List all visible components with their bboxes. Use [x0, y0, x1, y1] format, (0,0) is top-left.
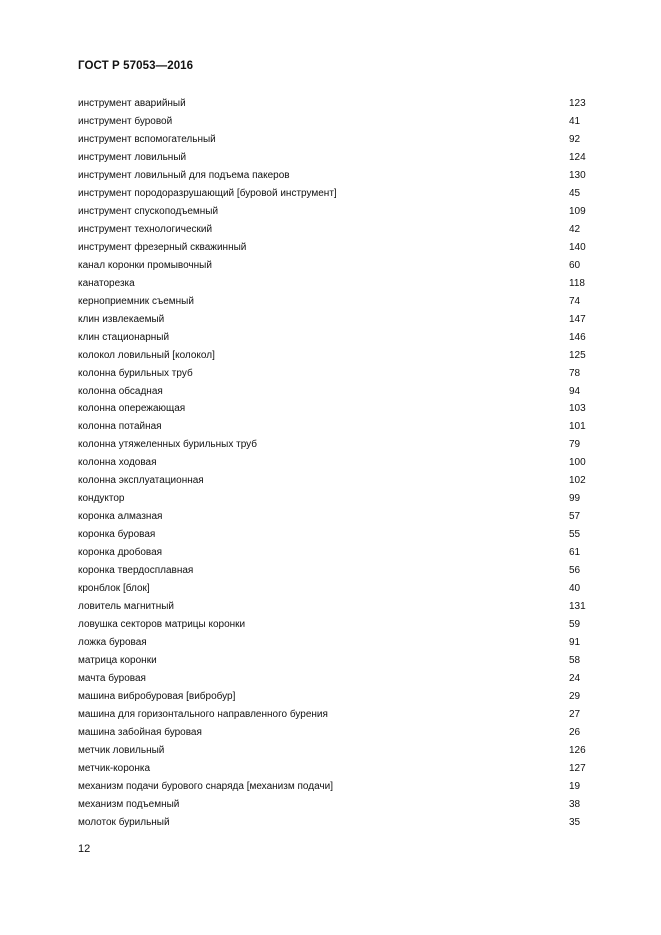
index-page-ref: 56 [569, 565, 581, 577]
index-entry [78, 598, 598, 616]
index-entry [78, 239, 598, 257]
index-term: колонна ходовая [78, 457, 157, 469]
index-entry [78, 778, 598, 796]
index-term: метчик-коронка [78, 762, 151, 774]
index-page-ref: 57 [569, 511, 581, 523]
index-term: машина для горизонтального направленного бурения [78, 708, 328, 720]
index-page-ref: 125 [569, 349, 586, 361]
index-page-ref: 42 [569, 223, 581, 235]
index-entry [78, 454, 598, 472]
index-page-ref: 79 [569, 439, 581, 451]
index-term: ловушка секторов матрицы коронки [78, 619, 246, 631]
index-page-ref: 103 [569, 403, 586, 415]
index-entry [78, 400, 598, 418]
index-entry [78, 580, 598, 598]
index-page-ref: 35 [569, 816, 581, 828]
index-entry [78, 185, 598, 203]
index-term: инструмент породоразрушающий [буровой инструмент] [78, 187, 337, 199]
index-page-ref: 38 [569, 798, 581, 810]
index-page-ref: 126 [569, 744, 586, 756]
index-term: инструмент буровой [78, 115, 173, 127]
page-number: 12 [78, 843, 91, 855]
index-term: машина вибробуровая [вибробур] [78, 690, 236, 702]
index-entry [78, 814, 598, 832]
index-term: матрица коронки [78, 655, 157, 667]
index-term: мачта буровая [78, 673, 146, 684]
index-page-ref: 102 [569, 475, 586, 487]
index-term: инструмент вспомогательный [78, 133, 216, 145]
index-page-ref: 24 [569, 673, 581, 684]
index-entry [78, 329, 598, 347]
index-page-ref: 61 [569, 547, 581, 559]
index-term: колонна эксплуатационная [78, 475, 204, 487]
index-page-ref: 101 [569, 421, 586, 433]
alphabetical-index [78, 95, 598, 832]
document-header: ГОСТ Р 57053—2016 [78, 60, 194, 72]
index-term: ложка буровая [78, 637, 147, 649]
index-entry [78, 490, 598, 508]
index-term: молоток бурильный [78, 816, 170, 828]
index-page-ref: 130 [569, 169, 586, 181]
index-entry [78, 203, 598, 221]
index-term: кондуктор [78, 493, 125, 505]
index-page-ref: 41 [569, 115, 581, 127]
index-page-ref: 58 [569, 655, 581, 667]
index-entry [78, 706, 598, 724]
index-term: инструмент ловильный [78, 151, 187, 163]
index-page-ref: 27 [569, 708, 581, 720]
index-entry [78, 508, 598, 526]
index-entry [78, 616, 598, 634]
index-term: инструмент спускоподъемный [78, 205, 219, 217]
index-entry [78, 365, 598, 383]
index-entry [78, 688, 598, 706]
index-entry [78, 670, 598, 688]
index-term: ловитель магнитный [78, 601, 174, 613]
index-page-ref: 123 [569, 98, 586, 109]
index-entry [78, 95, 598, 113]
index-term: колонна бурильных труб [78, 367, 193, 379]
index-page-ref: 146 [569, 331, 586, 343]
index-entry [78, 760, 598, 778]
index-term: коронка дробовая [78, 547, 163, 559]
index-page-ref: 109 [569, 205, 586, 217]
index-term: клин стационарный [78, 331, 170, 343]
index-page-ref: 78 [569, 367, 581, 379]
index-entry [78, 293, 598, 311]
index-term: инструмент ловильный для подъема пакеров [78, 169, 290, 181]
index-entry [78, 149, 598, 167]
index-term: колонна утяжеленных бурильных труб [78, 439, 257, 451]
index-term: канал коронки промывочный [78, 259, 212, 271]
index-term: коронка алмазная [78, 511, 163, 523]
index-term: инструмент фрезерный скважинный [78, 241, 247, 253]
index-entry [78, 472, 598, 490]
index-entry [78, 652, 598, 670]
index-page-ref: 40 [569, 583, 581, 595]
index-page-ref: 147 [569, 313, 586, 325]
index-term: инструмент аварийный [78, 98, 186, 109]
index-entry [78, 796, 598, 814]
index-entry [78, 257, 598, 275]
index-term: канаторезка [78, 277, 135, 289]
index-entry [78, 311, 598, 329]
index-entry [78, 113, 598, 131]
index-page-ref: 94 [569, 385, 581, 397]
index-page-ref: 118 [569, 277, 585, 289]
index-page-ref: 59 [569, 619, 581, 631]
index-term: колонна обсадная [78, 385, 163, 397]
index-entry [78, 526, 598, 544]
index-page-ref: 124 [569, 151, 586, 163]
index-page-ref: 91 [569, 637, 581, 649]
index-term: клин извлекаемый [78, 313, 165, 325]
index-page-ref: 60 [569, 259, 581, 271]
index-entry [78, 347, 598, 365]
index-entry [78, 131, 598, 149]
index-page-ref: 140 [569, 241, 586, 253]
index-entry [78, 724, 598, 742]
index-term: машина забойная буровая [78, 726, 202, 738]
index-page-ref: 19 [569, 780, 581, 792]
index-page-ref: 92 [569, 133, 581, 145]
index-page-ref: 55 [569, 529, 581, 541]
index-page-ref: 74 [569, 295, 581, 307]
index-entry [78, 383, 598, 401]
index-entry [78, 167, 598, 185]
index-term: колокол ловильный [колокол] [78, 349, 215, 361]
index-entry [78, 634, 598, 652]
index-entry [78, 562, 598, 580]
index-entry [78, 418, 598, 436]
index-term: инструмент технологический [78, 223, 213, 235]
index-page-ref: 29 [569, 690, 581, 702]
index-term: метчик ловильный [78, 744, 165, 756]
index-entry [78, 221, 598, 239]
index-page-ref: 127 [569, 762, 586, 774]
index-entry [78, 275, 598, 293]
index-term: механизм подъемный [78, 798, 180, 810]
index-page-ref: 26 [569, 726, 581, 738]
index-entry [78, 544, 598, 562]
index-page-ref: 45 [569, 187, 581, 199]
index-entry [78, 436, 598, 454]
index-term: коронка буровая [78, 529, 156, 541]
index-page-ref: 99 [569, 493, 581, 505]
index-term: кронблок [блок] [78, 583, 150, 595]
index-entry [78, 742, 598, 760]
index-term: колонна опережающая [78, 403, 186, 415]
index-term: колонна потайная [78, 421, 162, 433]
index-page-ref: 100 [569, 457, 586, 469]
index-term: керноприемник съемный [78, 295, 194, 307]
index-term: коронка твердосплавная [78, 565, 194, 577]
index-page-ref: 131 [569, 601, 586, 613]
index-term: механизм подачи бурового снаряда [механизм подачи] [78, 780, 333, 792]
